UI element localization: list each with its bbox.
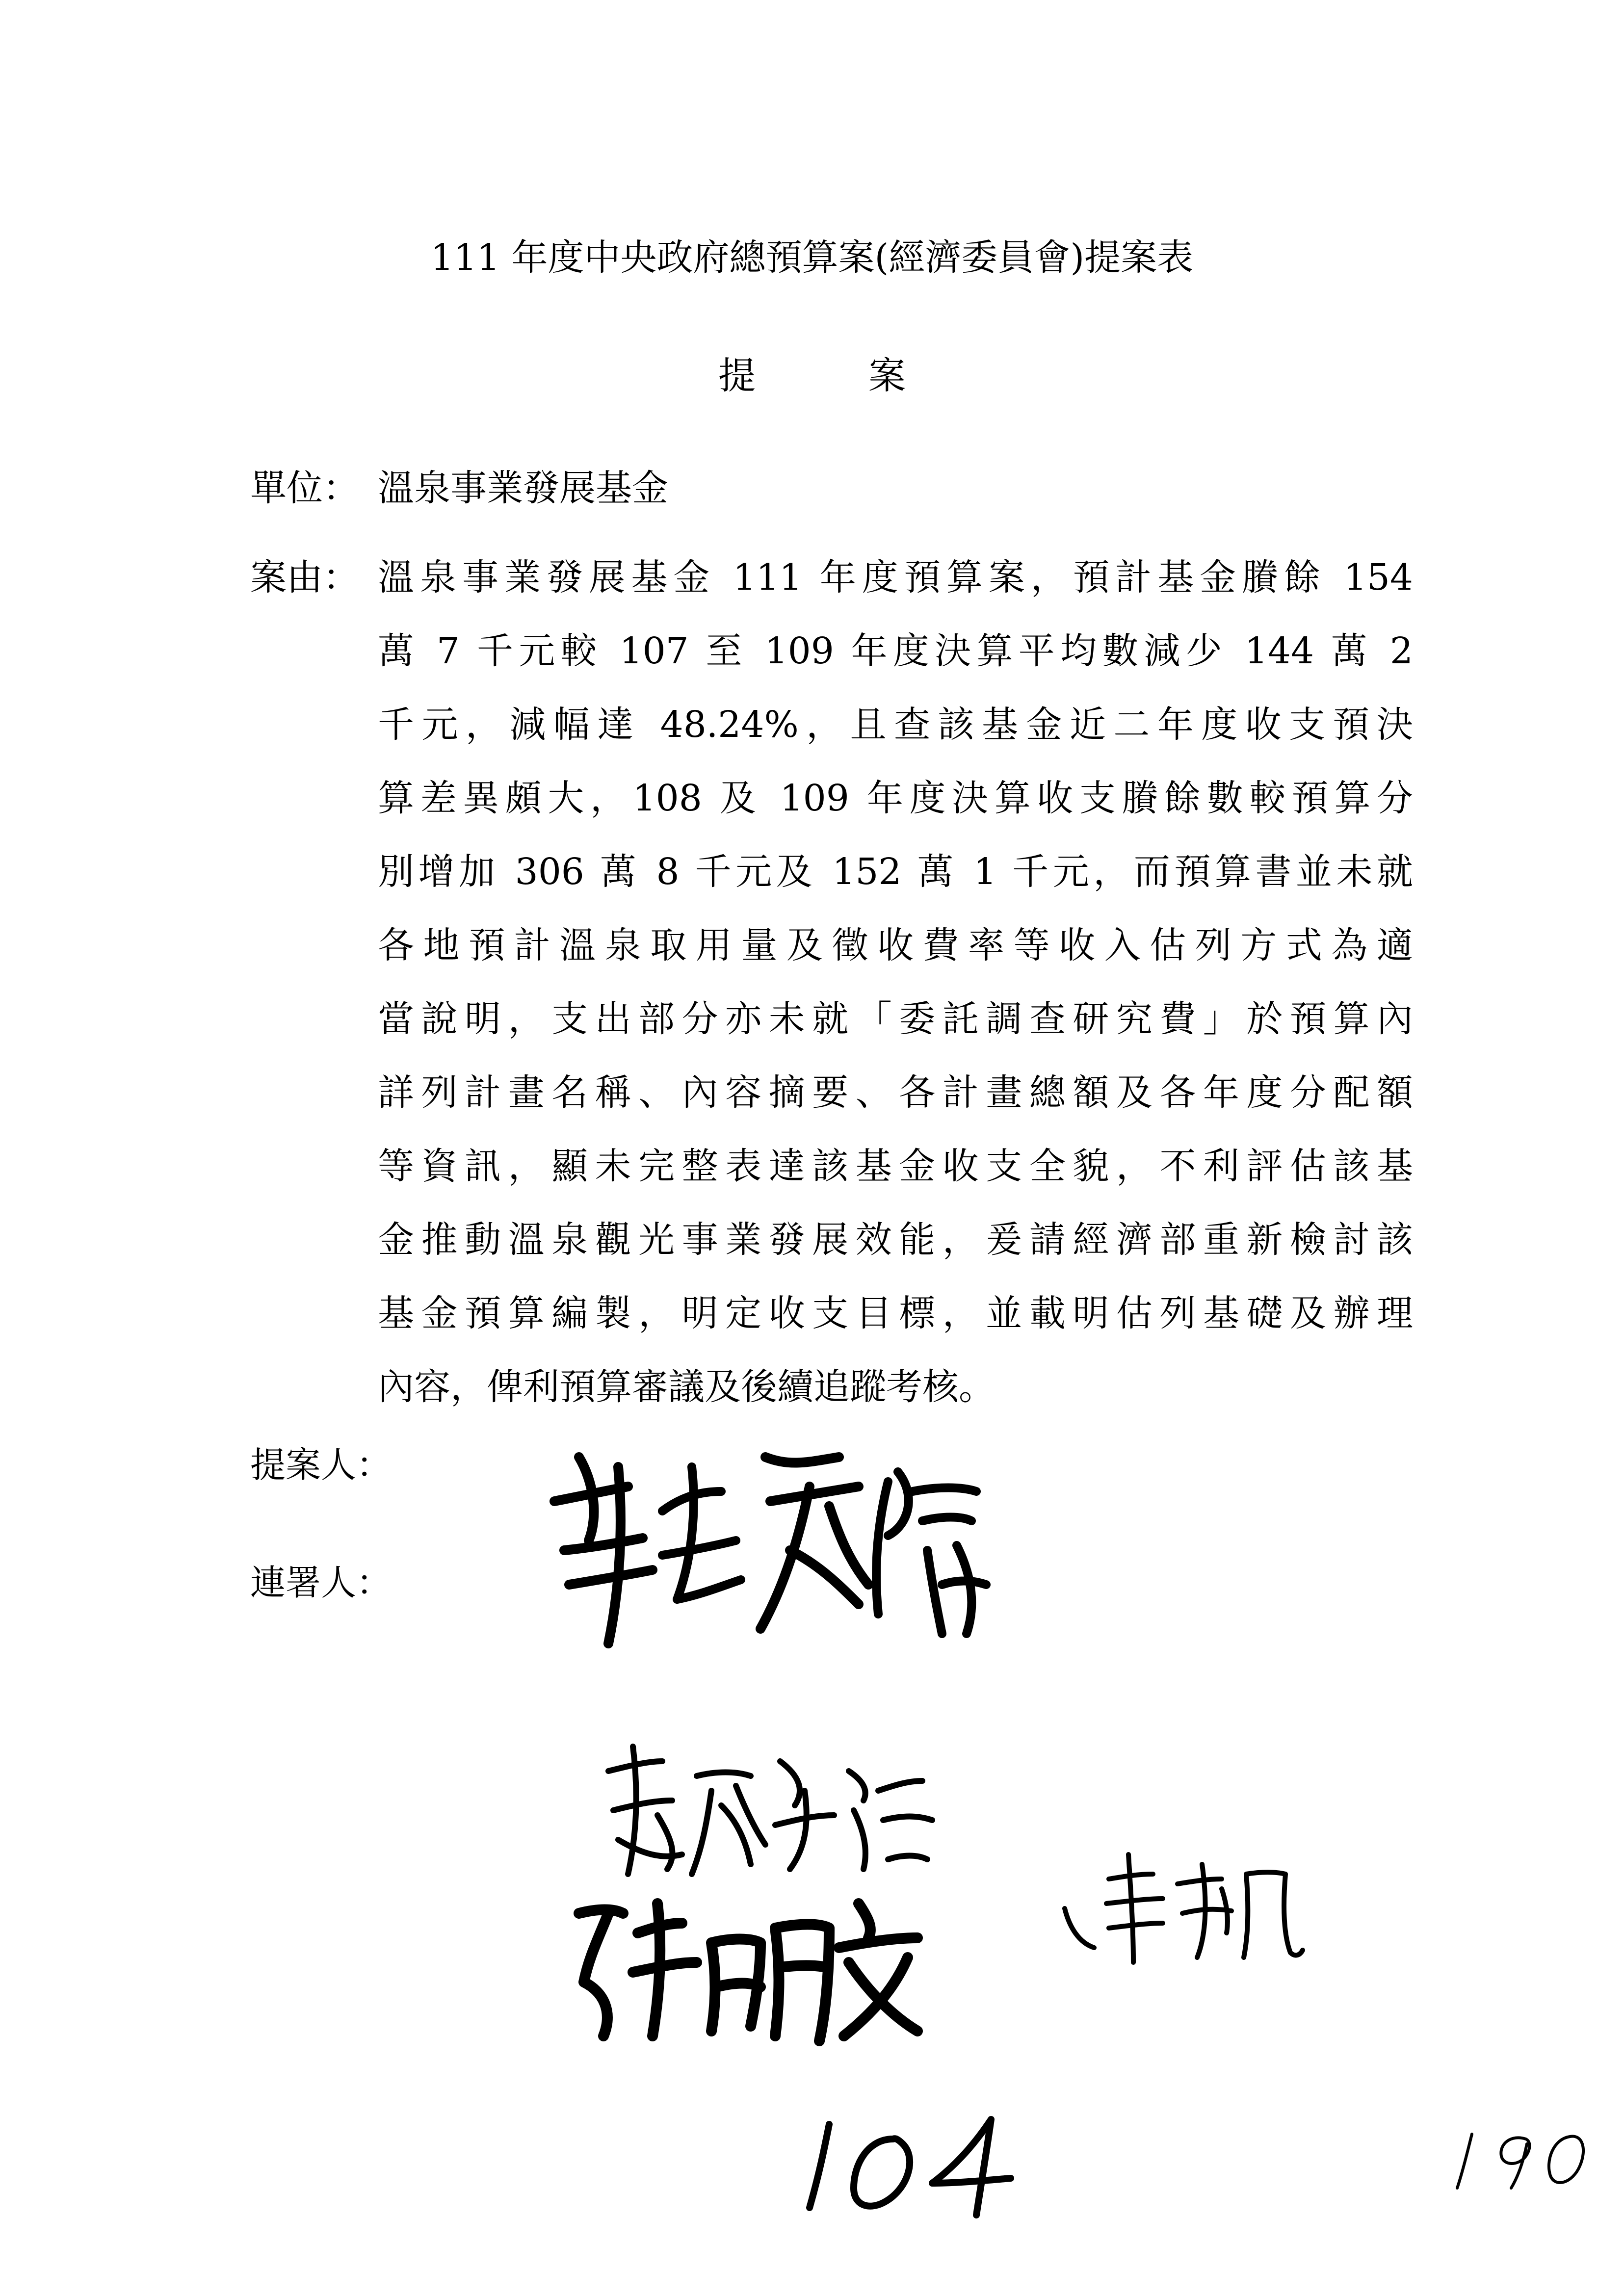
- reason-line: 算差異頗大，108 及 109 年度決算收支賸餘數較預算分: [378, 777, 1413, 819]
- signature-2: [589, 1732, 932, 1889]
- reason-line: 別增加 306 萬 8 千元及 152 萬 1 千元，而預算書並未就: [378, 851, 1413, 893]
- signature-proposer: [535, 1437, 1006, 1663]
- reason-line: 溫泉事業發展基金 111 年度預算案，預計基金賸餘 154: [378, 556, 1413, 599]
- signature-3: [554, 1884, 927, 2046]
- reason-line: 金推動溫泉觀光事業發展效能，爰請經濟部重新檢討該: [378, 1219, 1413, 1261]
- unit-value: 溫泉事業發展基金: [378, 467, 668, 509]
- reason-line: 萬 7 千元較 107 至 109 年度決算平均數減少 144 萬 2: [378, 630, 1413, 672]
- handwritten-corner-number: [1452, 2124, 1604, 2193]
- unit-label: 單位：: [250, 467, 359, 509]
- handwritten-page-number: [795, 2110, 1030, 2218]
- reason-line: 內容，俾利預算審議及後續追蹤考核。: [378, 1366, 995, 1408]
- document-subtitle: [0, 354, 1624, 397]
- reason-line: 各地預計溫泉取用量及徵收費率等收入估列方式為適: [378, 924, 1413, 966]
- reason-label: 案由：: [250, 556, 359, 599]
- subtitle-char-2: 案: [868, 354, 906, 397]
- reason-line: 等資訊，顯未完整表達該基金收支全貌，不利評估該基: [378, 1145, 1413, 1187]
- signature-4: [1060, 1840, 1305, 1967]
- proposer-label: 提案人：: [250, 1444, 392, 1486]
- subtitle-char-1: 提: [718, 354, 756, 397]
- document-title: 111 年度中央政府總預算案(經濟委員會)提案表: [430, 236, 1194, 279]
- reason-line: 千元，減幅達 48.24%，且查該基金近二年度收支預決: [378, 704, 1413, 746]
- reason-line: 基金預算編製，明定收支目標，並載明估列基礎及辦理: [378, 1292, 1413, 1334]
- reason-line: 詳列計畫名稱、內容摘要、各計畫總額及各年度分配額: [378, 1071, 1413, 1114]
- cosigner-label: 連署人：: [250, 1562, 392, 1603]
- reason-line: 當說明，支出部分亦未就「委託調查研究費」於預算內: [378, 998, 1413, 1040]
- reason-text: [378, 556, 1413, 1442]
